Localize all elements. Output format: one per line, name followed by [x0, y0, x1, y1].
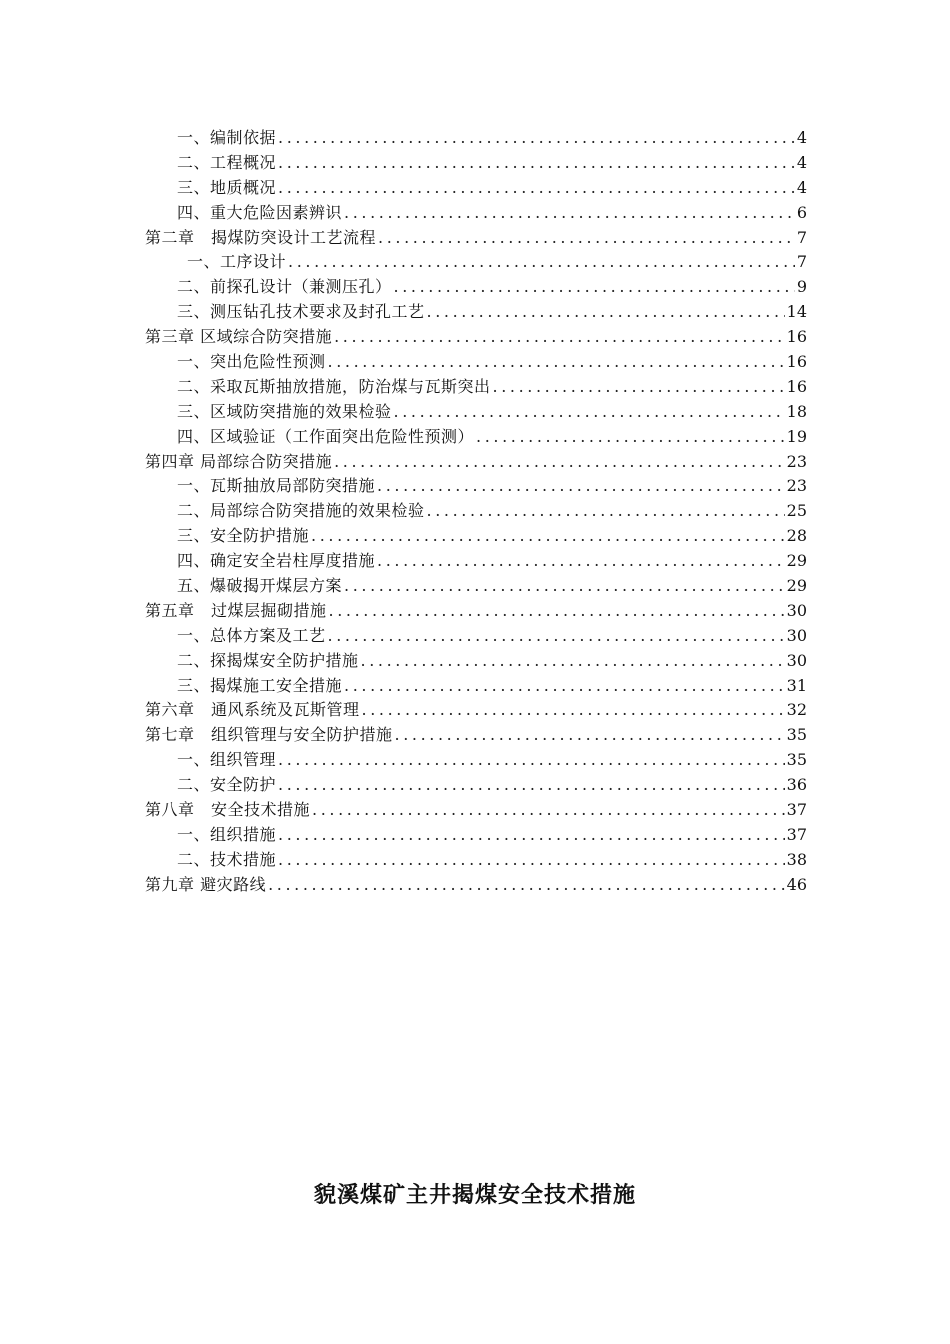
toc-entry-label: 二、局部综合防突措施的效果检验	[177, 501, 425, 521]
toc-dot-leader	[334, 325, 785, 350]
toc-dot-leader	[378, 226, 795, 251]
toc-entry[interactable]	[145, 649, 807, 674]
toc-entry[interactable]	[145, 674, 807, 699]
toc-dot-leader	[334, 450, 785, 475]
toc-page-number: 35	[786, 750, 807, 770]
toc-dot-leader	[311, 524, 785, 549]
toc-entry-label: 二、采取瓦斯抽放措施，防治煤与瓦斯突出	[177, 376, 491, 396]
toc-entry-label: 三、安全防护措施	[177, 526, 310, 546]
toc-page-number: 4	[796, 128, 807, 147]
toc-page-number: 23	[786, 451, 807, 471]
toc-chapter-entry[interactable]	[145, 599, 807, 624]
toc-entry-label: 第八章 安全技术措施	[145, 800, 311, 820]
toc-dot-leader	[377, 474, 785, 499]
toc-entry-label: 四、区域验证（工作面突出危险性预测）	[177, 426, 475, 446]
toc-page-number: 29	[786, 576, 807, 596]
toc-dot-leader	[278, 823, 785, 848]
toc-page-number: 37	[786, 824, 807, 844]
toc-entry-label: 三、区域防突措施的效果检验	[177, 401, 392, 421]
toc-entry-label: 一、组织管理	[177, 750, 277, 770]
toc-page-number: 36	[786, 775, 807, 795]
toc-entry-label: 二、前探孔设计（兼测压孔）	[177, 277, 392, 297]
toc-dot-leader	[328, 624, 785, 649]
toc-entry-label: 五、爆破揭开煤层方案	[177, 576, 343, 596]
toc-page-number: 23	[786, 476, 807, 496]
toc-dot-leader	[278, 126, 795, 151]
toc-entry[interactable]	[145, 151, 807, 176]
toc-entry[interactable]	[145, 126, 807, 151]
toc-dot-leader	[278, 848, 785, 873]
toc-entry[interactable]	[145, 823, 807, 848]
toc-entry[interactable]	[145, 176, 807, 201]
toc-dot-leader	[395, 723, 785, 748]
toc-dot-leader	[377, 549, 785, 574]
toc-dot-leader	[328, 350, 785, 375]
toc-page-number: 19	[786, 426, 807, 446]
toc-page-number: 9	[796, 277, 807, 297]
toc-page-number: 4	[796, 152, 807, 172]
toc-page-number: 16	[786, 327, 807, 347]
toc-dot-leader	[476, 425, 785, 450]
toc-page-number: 32	[786, 700, 807, 720]
toc-page-number: 31	[786, 675, 807, 695]
toc-chapter-entry[interactable]	[145, 798, 807, 823]
toc-entry-label: 第七章 组织管理与安全防护措施	[145, 725, 393, 745]
toc-entry[interactable]	[145, 848, 807, 873]
toc-dot-leader	[427, 499, 785, 524]
toc-dot-leader	[362, 698, 785, 723]
toc-page-number: 18	[786, 401, 807, 421]
toc-dot-leader	[427, 300, 785, 325]
toc-entry-label: 第五章 过煤层掘砌措施	[145, 600, 327, 620]
toc-entry[interactable]	[145, 549, 807, 574]
toc-entry-label: 三、揭煤施工安全措施	[177, 675, 343, 695]
toc-entry-label: 一、总体方案及工艺	[177, 625, 326, 645]
toc-dot-leader	[493, 375, 785, 400]
toc-dot-leader	[344, 574, 785, 599]
toc-page-number: 4	[796, 177, 807, 197]
toc-dot-leader	[394, 275, 795, 300]
toc-chapter-entry[interactable]	[145, 450, 807, 475]
toc-entry[interactable]	[145, 574, 807, 599]
toc-page-number: 25	[786, 501, 807, 521]
toc-page-number: 37	[786, 800, 807, 820]
toc-entry-label: 第四章 局部综合防突措施	[145, 451, 333, 471]
toc-entry[interactable]	[145, 499, 807, 524]
toc-page-number: 29	[786, 551, 807, 571]
toc-entry[interactable]	[145, 375, 807, 400]
toc-dot-leader	[278, 773, 785, 798]
toc-dot-leader	[344, 201, 795, 226]
toc-page-number: 16	[786, 352, 807, 372]
toc-entry[interactable]	[145, 201, 807, 226]
toc-entry-label: 二、安全防护	[177, 775, 277, 795]
toc-entry-label: 一、瓦斯抽放局部防突措施	[177, 476, 376, 496]
toc-entry-label: 第九章 避灾路线	[145, 874, 267, 894]
toc-page-number: 38	[786, 849, 807, 869]
toc-page-number: 7	[796, 252, 807, 272]
toc-dot-leader	[268, 873, 785, 898]
toc-page-number: 16	[786, 376, 807, 396]
toc-dot-leader	[278, 748, 785, 773]
toc-entry-label: 二、探揭煤安全防护措施	[177, 650, 359, 670]
toc-entry[interactable]	[145, 773, 807, 798]
toc-entry-label: 一、突出危险性预测	[177, 352, 326, 372]
toc-entry[interactable]	[145, 300, 807, 325]
toc-entry-label: 二、技术措施	[177, 849, 277, 869]
toc-entry-label: 一、编制依据	[177, 128, 277, 147]
toc-page-number: 46	[786, 874, 807, 894]
toc-page-number: 30	[786, 625, 807, 645]
toc-entry-label: 二、工程概况	[177, 152, 277, 172]
toc-entry[interactable]	[145, 400, 807, 425]
table-of-contents	[145, 126, 807, 898]
toc-entry-label: 第六章 通风系统及瓦斯管理	[145, 700, 360, 720]
toc-entry-label: 第二章 揭煤防突设计工艺流程	[145, 227, 377, 247]
toc-dot-leader	[278, 176, 795, 201]
toc-entry[interactable]	[145, 524, 807, 549]
toc-dot-leader	[312, 798, 785, 823]
toc-entry-label: 一、工序设计	[187, 252, 287, 272]
toc-entry-label: 三、测压钻孔技术要求及封孔工艺	[177, 302, 425, 322]
toc-entry-label: 第三章 区域综合防突措施	[145, 327, 333, 347]
toc-entry[interactable]	[145, 275, 807, 300]
toc-page-number: 14	[786, 302, 807, 322]
toc-entry-label: 一、组织措施	[177, 824, 277, 844]
toc-entry-label: 四、确定安全岩柱厚度措施	[177, 551, 376, 571]
toc-dot-leader	[288, 250, 795, 275]
toc-entry-label: 三、地质概况	[177, 177, 277, 197]
toc-page-number: 35	[786, 725, 807, 745]
toc-dot-leader	[329, 599, 785, 624]
toc-page-number: 30	[786, 650, 807, 670]
toc-chapter-entry[interactable]	[145, 698, 807, 723]
toc-dot-leader	[278, 151, 795, 176]
toc-entry[interactable]	[145, 624, 807, 649]
toc-entry[interactable]	[145, 350, 807, 375]
toc-dot-leader	[394, 400, 785, 425]
toc-entry-label: 四、重大危险因素辨识	[177, 202, 343, 222]
toc-page-number: 6	[796, 202, 807, 222]
toc-chapter-entry[interactable]	[145, 723, 807, 748]
toc-chapter-entry[interactable]	[145, 325, 807, 350]
toc-page-number: 28	[786, 526, 807, 546]
toc-entry[interactable]	[145, 250, 807, 275]
toc-dot-leader	[361, 649, 785, 674]
toc-dot-leader	[344, 674, 785, 699]
toc-page-number: 30	[786, 600, 807, 620]
toc-entry[interactable]	[145, 748, 807, 773]
document-title: 貌溪煤矿主井揭煤安全技术措施	[313, 1182, 636, 1208]
toc-chapter-entry[interactable]	[145, 226, 807, 251]
toc-entry[interactable]	[145, 474, 807, 499]
toc-page-number: 7	[796, 227, 807, 247]
toc-chapter-entry[interactable]	[145, 873, 807, 898]
toc-entry[interactable]	[145, 425, 807, 450]
